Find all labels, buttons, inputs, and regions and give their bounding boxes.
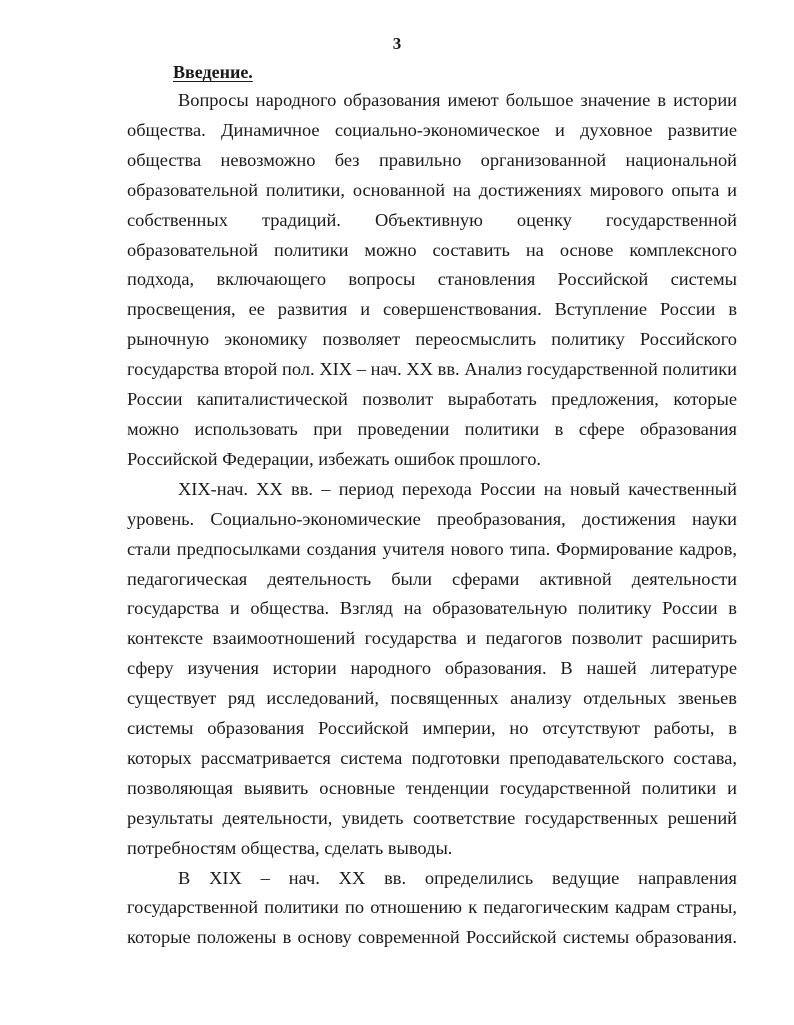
body-text [127, 86, 737, 953]
paragraph: В XIX – нач. XX вв. определились ведущие направления государственной политики по отношению к педагогическим кадрам страны, которые положены в основу современной Российской системы образования. [127, 867, 737, 948]
section-heading: Введение. [173, 62, 253, 82]
paragraph: Вопросы народного образования имеют большое значение в истории общества. Динамичное социально-экономическое и духовное развитие общества невозможно без правильно организованной национальной образовательной политики, основанной на достижениях мирового опыта и собственных традиций. Объективную оценку государственной образовательной политики можно составить на основе комплексного подхода, включающего вопросы становления Российской системы просвещения, ее развития и совершенствования. Вступление России в рыночную экономику позволяет переосмыслить политику Российского государства второй пол. XIX – нач. XX вв. Анализ государственной политики России капиталистической позволит выработать предложения, которые можно использовать при проведении политики в сфере образования Российской Федерации, избежать ошибок прошлого. [127, 90, 737, 469]
page-number: 3 [392, 34, 402, 53]
paragraph: XIX-нач. XX вв. – период перехода России на новый качественный уровень. Социально-экономические преобразования, достижения науки стали предпосылками создания учителя нового типа. Формирование кадров, педагогическая деятельность были сферами активной деятельности государства и общества. Взгляд на образовательную политику России в контексте взаимоотношений государства и педагогов позволит расширить сферу изучения истории народного образования. В нашей литературе существует ряд исследований, посвященных анализу отдельных звеньев системы образования Российской империи, но отсутствуют работы, в которых рассматривается система подготовки преподавательского состава, позволяющая выявить основные тенденции государственной политики и результаты деятельности, увидеть соответствие государственных решений потребностям общества, сделать выводы. [127, 478, 737, 858]
